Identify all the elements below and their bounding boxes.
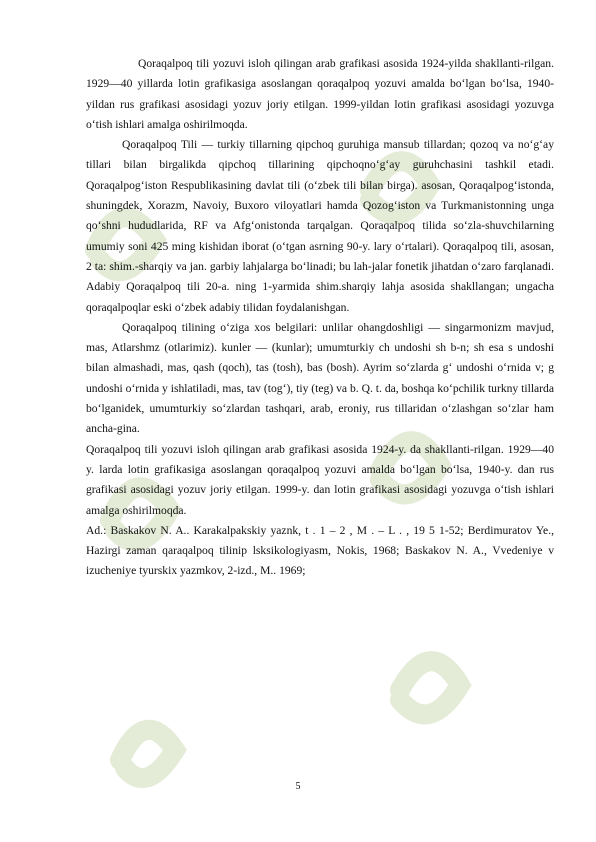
page-number: 5 bbox=[295, 781, 301, 792]
paragraph-writing-history: Qoraqalpoq tili yozuvi isloh qilingan arab grafikasi asosida 1924-y. da shakllanti-rilgan. 1929—40 y. larda lotin grafikasiga asoslangan qoraqalpoq yozuvi amalda bo‘lgan bo‘lsa, 1940-y. dan rus grafikasi asosidagi yozuv joriy etilgan. 1999-y. dan lotin grafikasi asosidagi yozuvga o‘tish ishlari amalga oshirilmoqda. bbox=[86, 442, 554, 517]
paragraph-features: Qoraqalpoq tilining o‘ziga xos belgilari: unlilar ohangdoshligi — singarmonizm mavjud, mas, Atlarshmz (otlarimiz). kunler — (kunlar); umumturkiy ch undoshi sh b-n; sh esa s undoshi bilan almashadi, mas, qash (qoch), tas (tosh), bas (bosh). Ayrim so‘zlarda g‘ undoshi o‘rnida v; g undoshi o‘rnida y ishlatiladi, mas, tav (tog‘), tiy (teg) va b. Q. t. da, boshqa ko‘pchilik turkny tillarda bo‘lganidek, umumturkiy so‘zlardan tashqari, arab, eroniy, rus tillaridan o‘zlashgan so‘zlar ham ancha-gina. bbox=[86, 320, 554, 436]
watermark-mark-6 bbox=[400, 661, 460, 714]
paragraph-references: Ad.: Baskakov N. A.. Karakalpakskiy yaznk, t . 1 – 2 , M . – L . , 19 5 1-52; Berdimuratov Ye., Hazirgi zaman qaraqalpoq tilinip lsksikologiyasm, Nokis, 1968; Baskakov N. A., Vvedeniye v izucheniye tyurskix yazmkov, 2-izd., M.. 1969; bbox=[86, 523, 554, 578]
paragraph-language-overview: Qoraqalpoq Tili — turkiy tillarning qipchoq guruhiga mansub tillardan; qozoq va no‘g‘ay tillari bilan birgalikda qipchoq tillarining qipchoqno‘g‘ay guruhchasini tashkil etadi. Qoraqalpog‘iston Respublikasining davlat tili (o‘zbek tili bilan birga). asosan, Qoraqalpog‘istonda, shuningdek, Xorazm, Navoiy, Buxoro viloyatlari hamda Qozog‘iston va Turkmanistonning unga qo‘shni hududlarida, RF va Afg‘onistonda tarqalgan. Qoraqalpoq tilida so‘zla-shuvchilarning umumiy soni 425 ming kishidan iborat (o‘tgan asrning 90-y. lary o‘rtalari). Qoraqalpoq tili, asosan, 2 ta: shim.-sharqiy va jan. garbiy lahjalarga bo‘linadi; bu lah-jalar fonetik jihatdan o‘zaro farqlanadi. Adabiy Qoraqalpoq tili 20-a. ning 1-yarmida shim.sharqiy lahja asosida shakllangan; ungacha qoraqalpoqlar eski o‘zbek adabiy tilidan foydalanishgan. bbox=[86, 138, 554, 314]
watermark-mark-5 bbox=[120, 730, 175, 778]
document-body bbox=[86, 54, 554, 582]
paragraph-intro: Qoraqalpoq tili yozuvi isloh qilingan arab grafikasi asosida 1924-yilda shakllanti-rilgan. 1929—40 yillarda lotin grafikasiga asoslangan qoraqalpoq yozuvi amalda bo‘lgan bo‘lsa, 1940-yildan rus grafikasi asosidagi yozuv joriy etilgan. 1999-yildan lotin grafikasi asosidagi yozuvga o‘tish ishlari amalga oshirilmoqda. bbox=[86, 57, 554, 131]
